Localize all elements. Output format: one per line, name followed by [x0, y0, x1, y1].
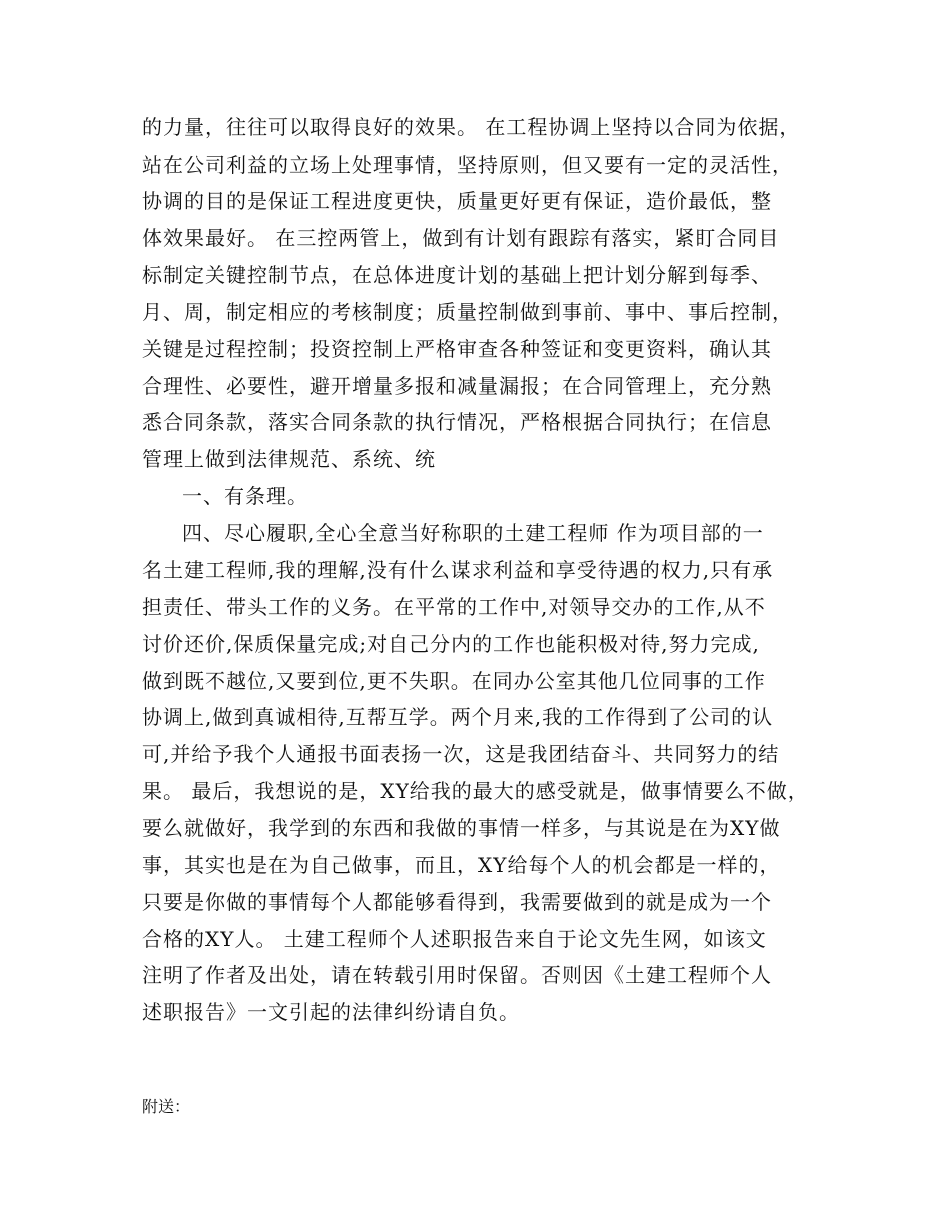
text-line: 协调的目的是保证工程进度更快，质量更好更有保证，造价最低，整 — [142, 189, 772, 213]
footnote-label: 附送： — [142, 1097, 191, 1116]
text-line: 讨价还价,保质保量完成;对自己分内的工作也能积极对待,努力完成, — [142, 632, 760, 656]
text-line: 管理上做到法律规范、系统、统 — [142, 447, 436, 471]
text-line: 要么就做好，我学到的东西和我做的事情一样多，与其说是在为XY做 — [142, 816, 781, 840]
text-line: 合格的XY人。 土建工程师个人述职报告来自于论文先生网，如该文 — [142, 927, 767, 951]
text-line: 只要是你做的事情每个人都能够看得到，我需要做到的就是成为一个 — [142, 890, 772, 914]
text-line: 事，其实也是在为自己做事，而且，XY给每个人的机会都是一样的， — [142, 853, 781, 877]
text-line: 的力量，往往可以取得良好的效果。 在工程协调上坚持以合同为依据， — [142, 115, 801, 139]
text-line: 名土建工程师,我的理解,没有什么谋求利益和享受待遇的权力,只有承 — [142, 558, 774, 582]
text-line: 述职报告》一文引起的法律纠纷请自负。 — [142, 1000, 520, 1024]
text-line: 担责任、带头工作的义务。在平常的工作中,对领导交办的工作,从不 — [142, 595, 766, 619]
text-line: 月、周，制定相应的考核制度；质量控制做到事前、事中、事后控制， — [142, 300, 793, 324]
text-line: 做到既不越位,又要到位,更不失职。在同办公室其他几位同事的工作 — [142, 669, 766, 693]
text-line: 站在公司利益的立场上处理事情，坚持原则，但又要有一定的灵活性， — [142, 153, 793, 177]
text-line: 合理性、必要性，避开增量多报和减量漏报；在合同管理上，充分熟 — [142, 374, 772, 398]
text-line: 标制定关键控制节点，在总体进度计划的基础上把计划分解到每季、 — [142, 263, 772, 287]
text-line: 悉合同条款，落实合同条款的执行情况，严格根据合同执行；在信息 — [142, 410, 772, 434]
text-line: 可,并给予我个人通报书面表扬一次，这是我团结奋斗、共同努力的结 — [142, 742, 780, 766]
text-line: 注明了作者及出处，请在转载引用时保留。否则因《土建工程师个人 — [142, 963, 772, 987]
text-line: 协调上,做到真诚相待,互帮互学。两个月来,我的工作得到了公司的认 — [142, 705, 774, 729]
paragraph-start: 四、尽心履职,全心全意当好称职的土建工程师 作为项目部的一 — [182, 521, 764, 545]
text-line: 果。 最后，我想说的是，XY给我的最大的感受就是，做事情要么不做， — [142, 779, 809, 803]
text-line: 关键是过程控制；投资控制上严格审查各种签证和变更资料，确认其 — [142, 337, 772, 361]
section-heading: 一、有条理。 — [182, 484, 308, 508]
text-line: 体效果最好。 在三控两管上，做到有计划有跟踪有落实，紧盯合同目 — [142, 226, 780, 250]
